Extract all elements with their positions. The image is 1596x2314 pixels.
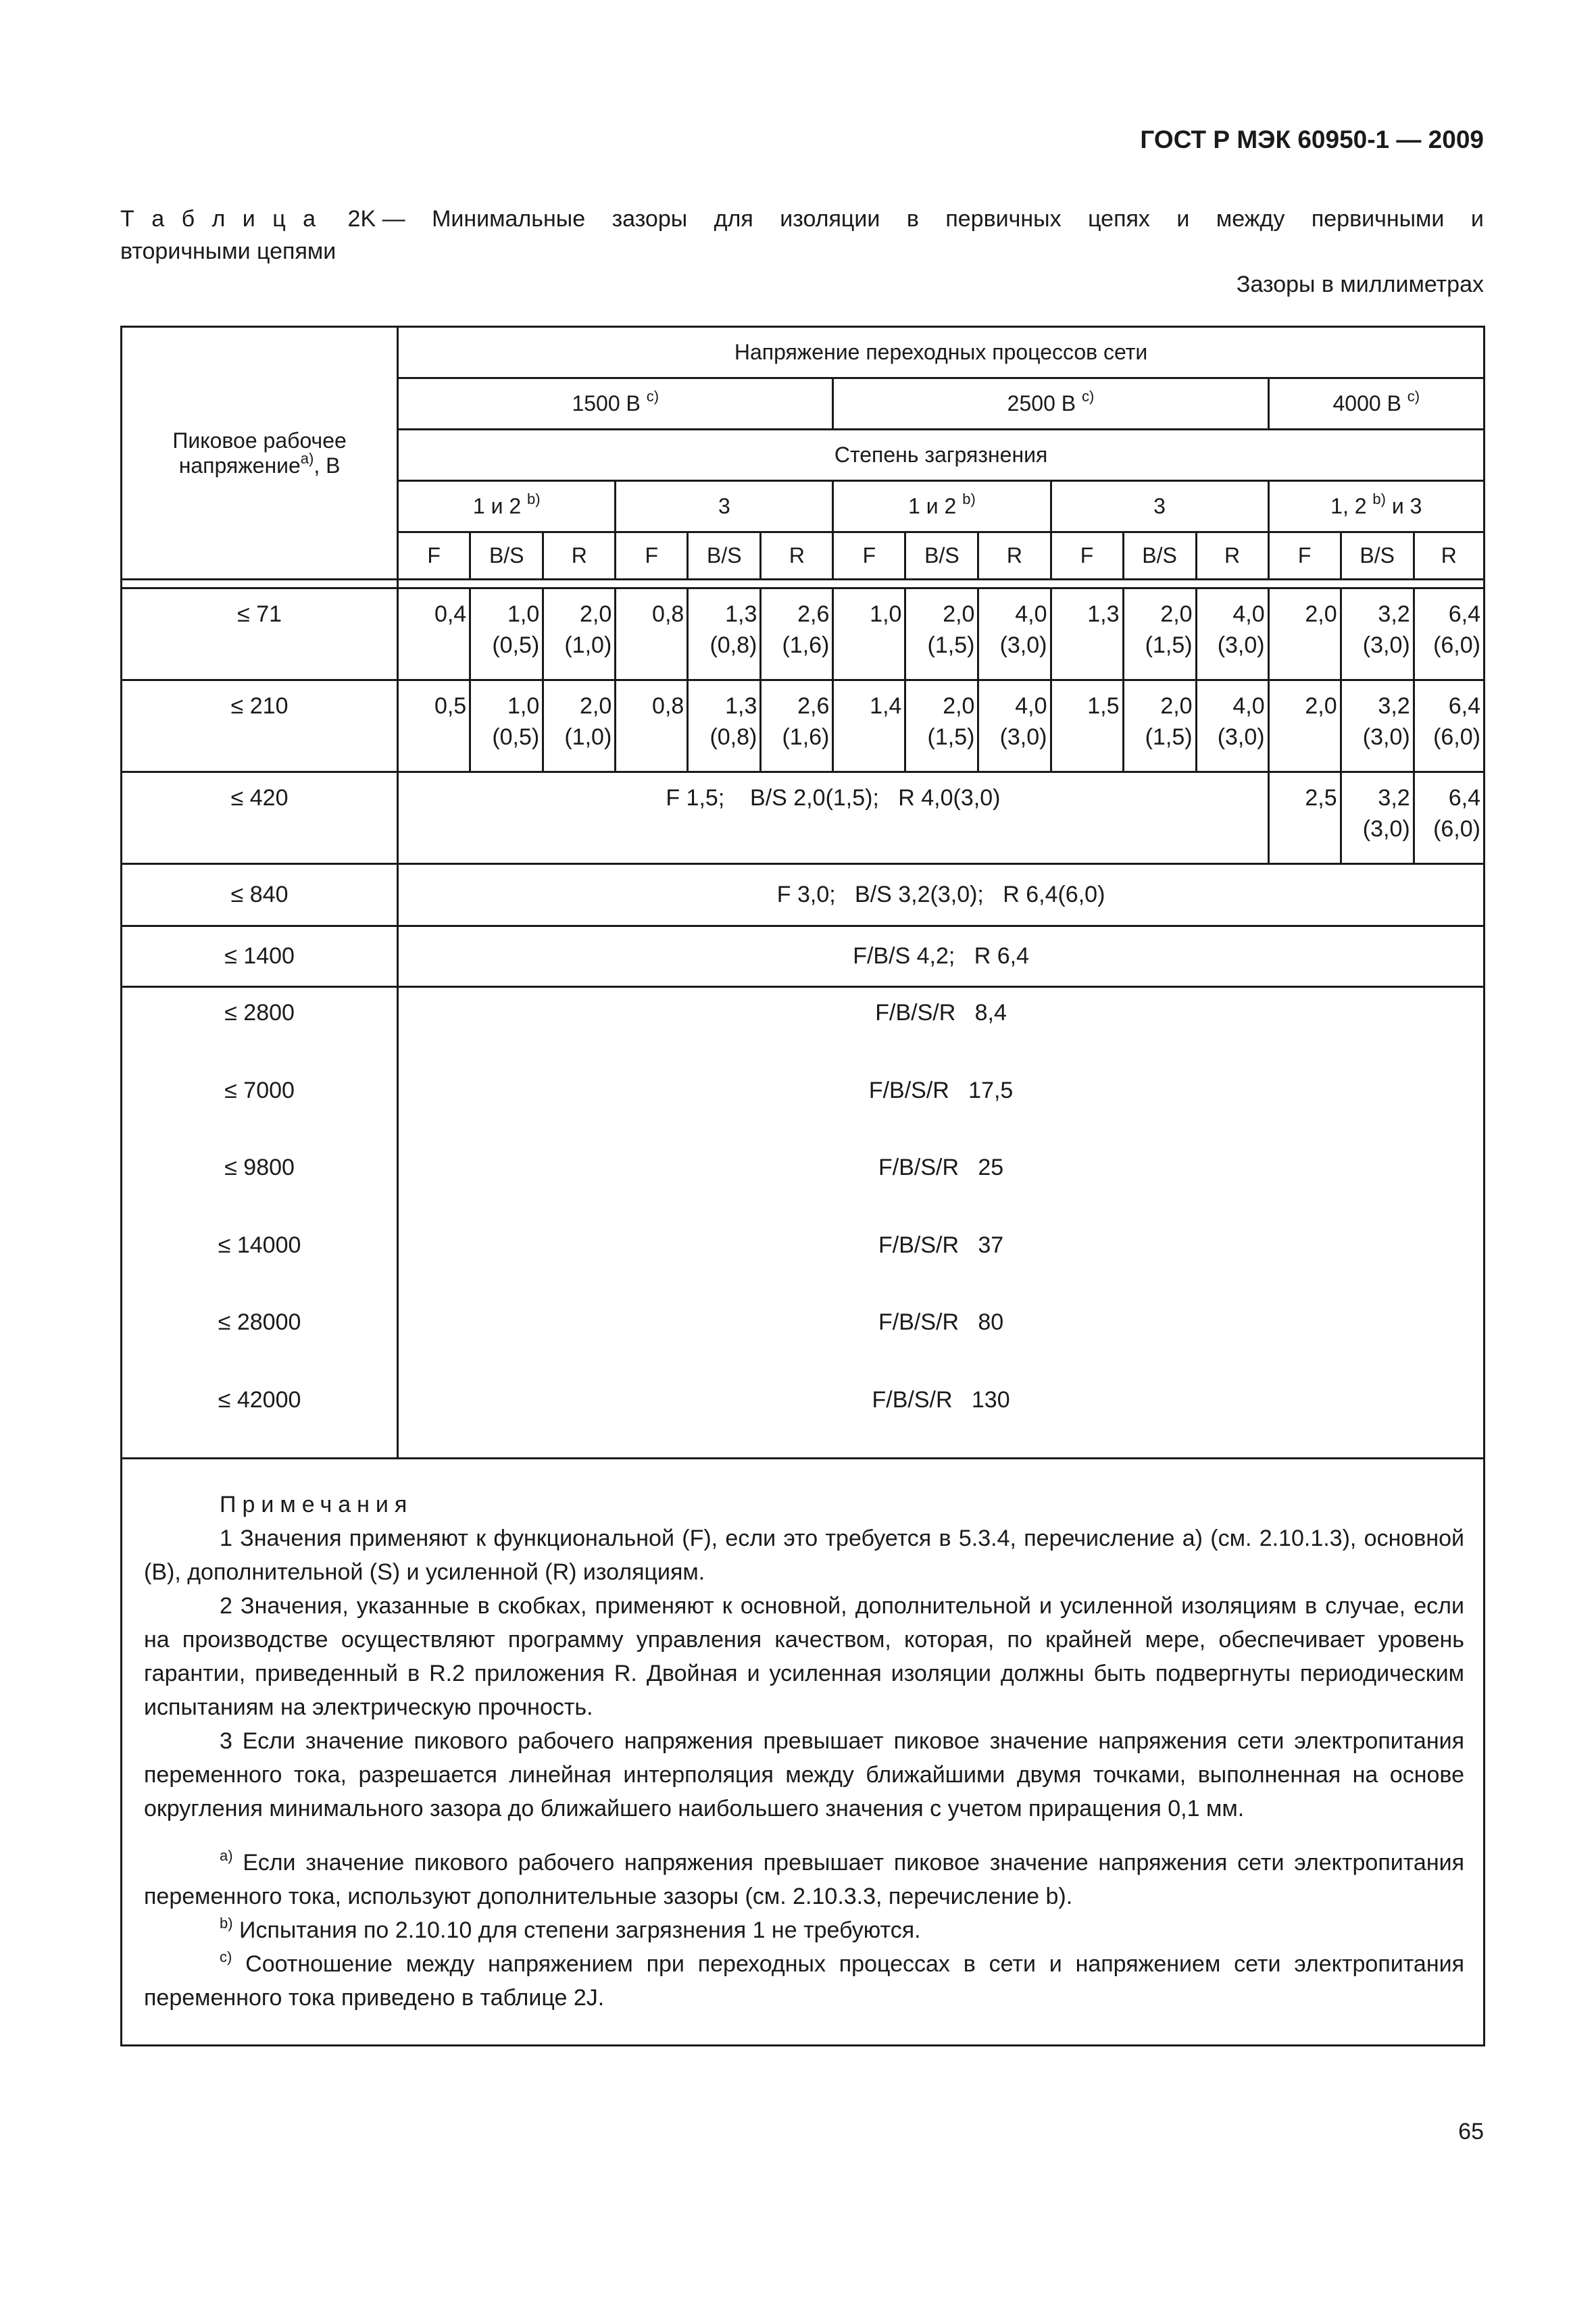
- clearance-value: 2,0: [1305, 601, 1337, 627]
- clearance-value: 3,2: [1378, 693, 1410, 719]
- notes-row: [122, 1459, 1485, 2046]
- merged-clearance-cell: F 1,5; B/S 2,0(1,5); R 4,0(3,0): [398, 772, 1268, 864]
- footnote-a-text: Если значение пикового рабочего напряжения превышает пиковое значение напряжения сети электропитания переменного тока, используют дополнительные зазоры (см. 2.10.3.3, перечисление b).: [144, 1850, 1464, 1909]
- footnote-b-marker: b): [527, 491, 541, 507]
- footnote-b: [144, 1913, 1464, 1947]
- clearance-value: 0,4: [434, 601, 467, 627]
- peak-voltage-cell: ≤ 42000: [218, 1386, 301, 1413]
- insulation-type-cell: R: [543, 532, 616, 580]
- footnote-a-marker: a): [300, 449, 314, 467]
- clearance-value: 1,0: [507, 693, 540, 719]
- pollution-degree-cell: [1268, 481, 1484, 532]
- pollution-degree-cell: [616, 481, 833, 532]
- insulation-type-cell: R: [1196, 532, 1268, 580]
- note-2: 2 Значения, указанные в скобках, применяют к основной, дополнительной и усиленной изоляциям в случае, если на производстве осуществляют программу управления качеством, которая, по крайней мере, обеспечивает уровень гарантии, приведенный в R.2 приложения R. Двойная и усиленная изоляции должны быть подвергнуты периодическим испытаниям на электрическую прочность.: [144, 1593, 1464, 1720]
- clearance-value-cell: [761, 588, 833, 680]
- caption-word: цепях: [1088, 206, 1150, 232]
- pollution-label: 1 и 2: [908, 494, 957, 518]
- clearance-value-cell: [688, 588, 761, 680]
- clearance-value-cell: [1051, 588, 1123, 680]
- footnote-a-marker: a): [220, 1847, 233, 1864]
- insulation-type-cell: F: [833, 532, 905, 580]
- high-voltage-labels: [122, 987, 398, 1459]
- insulation-type-cell: F: [1268, 532, 1341, 580]
- table-row: [122, 772, 1485, 864]
- clearance-value: 1,4: [870, 693, 902, 719]
- insulation-type-cell: B/S: [688, 532, 761, 580]
- clearance-value: 2,0: [1160, 601, 1193, 627]
- clearance-value-cell: [470, 680, 543, 772]
- high-voltage-value-list: [399, 988, 1483, 1453]
- pollution-label: 3: [1153, 494, 1166, 518]
- table-row: [122, 588, 1485, 680]
- merged-clearance-cell: F/B/S/R 17,5: [868, 1077, 1014, 1103]
- clearance-value: 0,5: [434, 693, 467, 719]
- caption-word: зазоры: [612, 206, 688, 232]
- note-3: 3 Если значение пикового рабочего напряжения превышает пиковое значение напряжения сети электропитания переменного тока, разрешается линейная интерполяция между ближайшими двумя точками, выполненная на основе округления минимального зазора до ближайшего наибольшего значения с учетом приращения 0,1 мм.: [144, 1728, 1464, 1821]
- notes-title: Примечания: [220, 1492, 414, 1517]
- caption-word: и: [1470, 206, 1484, 232]
- clearance-value: 1,3: [1087, 601, 1120, 627]
- notes-cell: [122, 1459, 1485, 2046]
- merged-clearance-cell: F/B/S 4,2; R 6,4: [398, 926, 1485, 987]
- clearance-value-cell: [688, 680, 761, 772]
- insulation-type-cell: B/S: [1341, 532, 1414, 580]
- clearance-value-alt: (1,6): [782, 632, 830, 658]
- peak-voltage-cell: ≤ 1400: [122, 926, 398, 987]
- clearance-value-cell: [616, 680, 688, 772]
- clearance-table: [120, 326, 1485, 2046]
- clearance-value-cell: [1268, 680, 1341, 772]
- clearance-value: 1,0: [870, 601, 902, 627]
- footnote-c-marker: c): [1407, 388, 1420, 405]
- clearance-value: 6,4: [1448, 601, 1480, 627]
- clearance-value-cell: [1123, 588, 1196, 680]
- caption-word: и: [1176, 206, 1190, 232]
- caption-word: для: [714, 206, 753, 232]
- units-label: Зазоры в миллиметрах: [1236, 272, 1484, 297]
- clearance-value-cell: [761, 680, 833, 772]
- voltage-header-cell: [833, 378, 1268, 430]
- high-voltage-values: [398, 987, 1485, 1459]
- voltage-label: 1500 В: [572, 391, 641, 416]
- clearance-value-alt: (3,0): [1217, 724, 1265, 750]
- footnote-c-marker: c): [220, 1948, 232, 1965]
- peak-voltage-cell: ≤ 71: [122, 588, 398, 680]
- clearance-value: 1,3: [725, 601, 757, 627]
- peak-voltage-cell: ≤ 210: [122, 680, 398, 772]
- header-gap: [398, 580, 1485, 588]
- footnote-c-marker: c): [1081, 388, 1095, 405]
- clearance-value-cell: [1051, 680, 1123, 772]
- peak-voltage-header: [122, 327, 398, 580]
- footnote-b-marker: b): [220, 1915, 233, 1932]
- clearance-value: 2,6: [797, 693, 830, 719]
- pollution-degree-cell: [398, 481, 616, 532]
- merged-clearance-cell: F/B/S/R 25: [878, 1155, 1004, 1181]
- clearance-value: 3,2: [1378, 785, 1410, 811]
- clearance-value: 1,3: [725, 693, 757, 719]
- clearance-value-alt: (3,0): [999, 632, 1047, 658]
- clearance-value-alt: (3,0): [999, 724, 1047, 750]
- caption-word: первичными: [1311, 206, 1445, 232]
- insulation-type-cell: F: [1051, 532, 1123, 580]
- clearance-value-cell: [616, 588, 688, 680]
- document-header: ГОСТ Р МЭК 60950-1 — 2009: [1140, 126, 1484, 153]
- clearance-value: 2,0: [580, 601, 612, 627]
- caption-word: Минимальные: [432, 206, 586, 232]
- insulation-type-cell: F: [398, 532, 470, 580]
- voltage-label: 2500 В: [1007, 391, 1076, 416]
- high-voltage-block: [122, 987, 1485, 1459]
- caption-word: изоляции: [780, 206, 880, 232]
- insulation-type-cell: B/S: [905, 532, 978, 580]
- pollution-degree-cell: [833, 481, 1051, 532]
- insulation-type-cell: R: [761, 532, 833, 580]
- notes-spacer: [144, 1826, 1464, 1846]
- clearance-value-cell: [1341, 772, 1414, 864]
- clearance-value: 2,6: [797, 601, 830, 627]
- clearance-value-cell: [1414, 588, 1484, 680]
- footnote-b-marker: b): [1372, 491, 1386, 507]
- clearance-value-alt: (1,0): [564, 724, 612, 750]
- clearance-value: 4,0: [1232, 693, 1265, 719]
- peak-voltage-cell: ≤ 2800: [224, 1000, 295, 1026]
- high-voltage-label-list: [122, 988, 397, 1453]
- pollution-label: 3: [718, 494, 730, 518]
- voltage-header-cell: [398, 378, 833, 430]
- clearance-value-cell: [1123, 680, 1196, 772]
- footnote-c: [144, 1947, 1464, 2015]
- footnote-a: [144, 1846, 1464, 1913]
- page-number: 65: [1458, 2119, 1484, 2144]
- table-row: [122, 864, 1485, 926]
- caption-word: в: [906, 206, 919, 232]
- clearance-value-alt: (6,0): [1433, 724, 1480, 750]
- table-body: [122, 327, 1485, 2046]
- insulation-type-cell: R: [1414, 532, 1484, 580]
- caption-line-2: вторичными цепями: [120, 238, 336, 264]
- insulation-type-cell: R: [978, 532, 1051, 580]
- clearance-value: 2,5: [1305, 785, 1337, 811]
- clearance-value-cell: [1414, 772, 1484, 864]
- clearance-value-alt: (0,8): [709, 724, 757, 750]
- peak-voltage-cell: ≤ 9800: [224, 1155, 295, 1181]
- header-gap: [122, 580, 398, 588]
- clearance-value: 2,0: [1160, 693, 1193, 719]
- pollution-degree-header: Степень загрязнения: [398, 430, 1485, 481]
- merged-clearance-cell: F/B/S/R 80: [878, 1309, 1004, 1336]
- clearance-value-cell: [1414, 680, 1484, 772]
- insulation-type-cell: B/S: [1123, 532, 1196, 580]
- caption-word: первичных: [945, 206, 1062, 232]
- clearance-value: 0,8: [652, 693, 684, 719]
- voltage-label: 4000 В: [1332, 391, 1401, 416]
- clearance-value: 2,0: [1305, 693, 1337, 719]
- peak-voltage-cell: ≤ 28000: [218, 1309, 301, 1336]
- clearance-value-cell: [978, 588, 1051, 680]
- peak-voltage-cell: ≤ 7000: [224, 1077, 295, 1103]
- merged-clearance-cell: F/B/S/R 37: [878, 1232, 1004, 1258]
- clearance-value-cell: [833, 680, 905, 772]
- clearance-value-cell: [978, 680, 1051, 772]
- clearance-value-cell: [543, 588, 616, 680]
- footnote-b-text: Испытания по 2.10.10 для степени загрязнения 1 не требуются.: [232, 1917, 921, 1943]
- clearance-value: 0,8: [652, 601, 684, 627]
- table-row: [122, 680, 1485, 772]
- clearance-value-cell: [1196, 588, 1268, 680]
- clearance-value: 2,0: [943, 601, 975, 627]
- pollution-label-tail: и 3: [1385, 494, 1422, 518]
- clearance-value-alt: (0,8): [709, 632, 757, 658]
- clearance-value-cell: [905, 588, 978, 680]
- footnote-c-marker: c): [646, 388, 659, 405]
- clearance-value-alt: (1,5): [1145, 632, 1193, 658]
- clearance-value: 4,0: [1015, 693, 1047, 719]
- clearance-value: 4,0: [1015, 601, 1047, 627]
- pollution-label: 1 и 2: [472, 494, 522, 518]
- clearance-value-alt: (0,5): [492, 724, 540, 750]
- transient-voltage-header: Напряжение переходных процессов сети: [398, 327, 1485, 378]
- clearance-value-cell: [1341, 680, 1414, 772]
- table-row: [122, 926, 1485, 987]
- clearance-value: 1,5: [1087, 693, 1120, 719]
- clearance-value: 2,0: [580, 693, 612, 719]
- clearance-value-cell: [833, 588, 905, 680]
- clearance-value-alt: (1,0): [564, 632, 612, 658]
- clearance-value-alt: (0,5): [492, 632, 540, 658]
- clearance-value: 2,0: [943, 693, 975, 719]
- pollution-label: 1, 2: [1330, 494, 1367, 518]
- merged-clearance-cell: F 3,0; B/S 3,2(3,0); R 6,4(6,0): [398, 864, 1485, 926]
- footnote-b-marker: b): [962, 491, 976, 507]
- table-caption: [120, 203, 1484, 268]
- insulation-type-cell: B/S: [470, 532, 543, 580]
- clearance-value-cell: [398, 588, 470, 680]
- clearance-value-cell: [470, 588, 543, 680]
- clearance-value-alt: (3,0): [1362, 632, 1410, 658]
- clearance-value-alt: (6,0): [1433, 632, 1480, 658]
- merged-clearance-cell: F/B/S/R 130: [872, 1386, 1010, 1413]
- caption-line-1: [120, 203, 1484, 235]
- clearance-value-alt: (1,5): [927, 632, 975, 658]
- clearance-value-cell: [543, 680, 616, 772]
- clearance-value-alt: (6,0): [1433, 816, 1480, 842]
- clearance-value: 3,2: [1378, 601, 1410, 627]
- insulation-type-cell: F: [616, 532, 688, 580]
- clearance-value-alt: (1,5): [1145, 724, 1193, 750]
- peak-voltage-cell: ≤ 420: [122, 772, 398, 864]
- clearance-value-cell: [1196, 680, 1268, 772]
- notes: [122, 1459, 1483, 2044]
- clearance-value-alt: (1,5): [927, 724, 975, 750]
- footnote-c-text: Соотношение между напряжением при переходных процессах в сети и напряжением сети электропитания переменного тока приведено в таблице 2J.: [144, 1951, 1464, 2011]
- voltage-header-cell: [1268, 378, 1484, 430]
- pollution-degree-cell: [1051, 481, 1268, 532]
- caption-word: Т а б л и ц а: [120, 206, 322, 232]
- note-1: 1 Значения применяют к функциональной (F), если это требуется в 5.3.4, перечисление a) (см. 2.10.1.3), основной (B), дополнительной (S) и усиленной (R) изоляциям.: [144, 1526, 1464, 1585]
- clearance-value-cell: [1268, 772, 1341, 864]
- clearance-value-cell: [1268, 588, 1341, 680]
- peak-voltage-unit: , В: [314, 453, 341, 478]
- peak-voltage-cell: ≤ 14000: [218, 1232, 301, 1258]
- clearance-value: 4,0: [1232, 601, 1265, 627]
- clearance-value: 1,0: [507, 601, 540, 627]
- clearance-value-cell: [905, 680, 978, 772]
- peak-voltage-header-text: Пиковое рабочее напряжение: [172, 428, 347, 478]
- merged-clearance-cell: F/B/S/R 8,4: [875, 1000, 1007, 1026]
- caption-word: 2K —: [347, 206, 405, 232]
- clearance-value-alt: (3,0): [1362, 816, 1410, 842]
- clearance-value-alt: (1,6): [782, 724, 830, 750]
- clearance-value-alt: (3,0): [1217, 632, 1265, 658]
- clearance-value-alt: (3,0): [1362, 724, 1410, 750]
- clearance-value-cell: [398, 680, 470, 772]
- clearance-value: 6,4: [1448, 785, 1480, 811]
- caption-word: между: [1216, 206, 1285, 232]
- peak-voltage-cell: ≤ 840: [122, 864, 398, 926]
- clearance-value: 6,4: [1448, 693, 1480, 719]
- clearance-value-cell: [1341, 588, 1414, 680]
